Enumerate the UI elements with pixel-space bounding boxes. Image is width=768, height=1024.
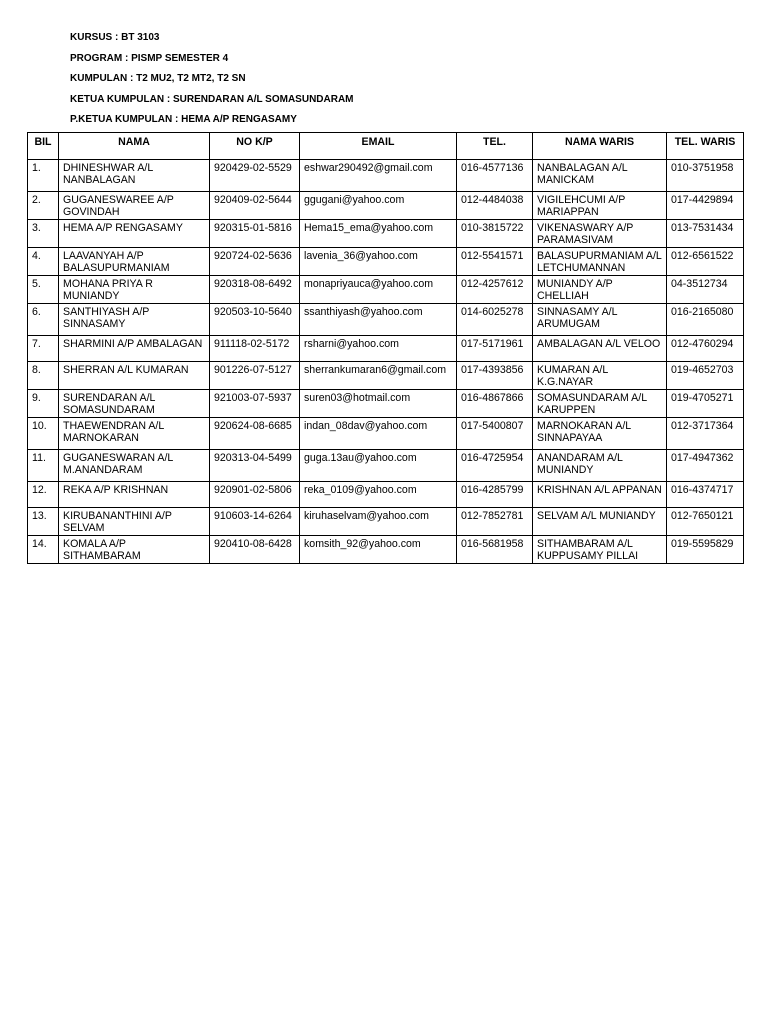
cell-email: komsith_92@yahoo.com [300,536,457,564]
column-header-email: EMAIL [300,133,457,160]
table-row [28,390,744,418]
cell-nama: MOHANA PRIYA R MUNIANDY [59,276,210,304]
cell-tel: 014-6025278 [457,304,533,336]
course-line: KURSUS : BT 3103 [70,32,160,43]
cell-email: Hema15_ema@yahoo.com [300,220,457,248]
cell-tel: 012-4257612 [457,276,533,304]
cell-email: monapriyauca@yahoo.com [300,276,457,304]
cell-tel: 012-5541571 [457,248,533,276]
table-row [28,482,744,508]
cell-nama-waris: VIKENASWARY A/P PARAMASIVAM [533,220,667,248]
cell-email: ssanthiyash@yahoo.com [300,304,457,336]
cell-nama: GUGANESWAREE A/P GOVINDAH [59,192,210,220]
cell-tel: 012-4484038 [457,192,533,220]
table-row [28,336,744,362]
cell-nama: LAAVANYAH A/P BALASUPURMANIAM [59,248,210,276]
cell-tel-waris: 017-4947362 [667,450,744,482]
cell-nama: KIRUBANANTHINI A/P SELVAM [59,508,210,536]
cell-nama: HEMA A/P RENGASAMY [59,220,210,248]
cell-no-kp: 920409-02-5644 [210,192,300,220]
cell-bil: 6. [28,304,59,336]
cell-no-kp: 920315-01-5816 [210,220,300,248]
cell-email: kiruhaselvam@yahoo.com [300,508,457,536]
cell-bil: 9. [28,390,59,418]
cell-nama-waris: SINNASAMY A/L ARUMUGAM [533,304,667,336]
cell-no-kp: 920624-08-6685 [210,418,300,450]
cell-tel: 016-5681958 [457,536,533,564]
cell-email: lavenia_36@yahoo.com [300,248,457,276]
cell-nama-waris: BALASUPURMANIAM A/L LETCHUMANNAN [533,248,667,276]
cell-bil: 10. [28,418,59,450]
cell-nama-waris: ANANDARAM A/L MUNIANDY [533,450,667,482]
table-row [28,362,744,390]
cell-email: reka_0109@yahoo.com [300,482,457,508]
cell-tel: 017-4393856 [457,362,533,390]
column-header-bil: BIL [28,133,59,160]
table-row [28,276,744,304]
cell-tel: 016-4867866 [457,390,533,418]
table-row [28,248,744,276]
column-header-tel: TEL. [457,133,533,160]
cell-no-kp: 920318-08-6492 [210,276,300,304]
cell-bil: 4. [28,248,59,276]
cell-no-kp: 920901-02-5806 [210,482,300,508]
cell-email: indan_08dav@yahoo.com [300,418,457,450]
cell-no-kp: 910603-14-6264 [210,508,300,536]
cell-bil: 7. [28,336,59,362]
cell-email: eshwar290492@gmail.com [300,160,457,192]
table-row [28,450,744,482]
cell-tel: 016-4725954 [457,450,533,482]
table-row [28,304,744,336]
cell-bil: 12. [28,482,59,508]
cell-tel: 016-4577136 [457,160,533,192]
cell-bil: 2. [28,192,59,220]
cell-bil: 11. [28,450,59,482]
table-row [28,418,744,450]
cell-tel-waris: 017-4429894 [667,192,744,220]
column-header-no-kp: NO K/P [210,133,300,160]
cell-bil: 14. [28,536,59,564]
table-row [28,536,744,564]
group-line: KUMPULAN : T2 MU2, T2 MT2, T2 SN [70,73,246,84]
cell-email: rsharni@yahoo.com [300,336,457,362]
cell-tel-waris: 016-4374717 [667,482,744,508]
cell-nama-waris: SOMASUNDARAM A/L KARUPPEN [533,390,667,418]
cell-tel-waris: 019-4652703 [667,362,744,390]
cell-tel-waris: 012-4760294 [667,336,744,362]
cell-email: sherrankumaran6@gmail.com [300,362,457,390]
cell-nama: SHARMINI A/P AMBALAGAN [59,336,210,362]
cell-email: ggugani@yahoo.com [300,192,457,220]
cell-nama: REKA A/P KRISHNAN [59,482,210,508]
cell-no-kp: 920429-02-5529 [210,160,300,192]
cell-nama-waris: KUMARAN A/L K.G.NAYAR [533,362,667,390]
assistant-leader-line: P.KETUA KUMPULAN : HEMA A/P RENGASAMY [70,114,297,125]
table-row [28,160,744,192]
cell-no-kp: 901226-07-5127 [210,362,300,390]
cell-nama: SANTHIYASH A/P SINNASAMY [59,304,210,336]
cell-nama: SHERRAN A/L KUMARAN [59,362,210,390]
student-roster-table [27,132,744,564]
cell-email: suren03@hotmail.com [300,390,457,418]
cell-nama-waris: MUNIANDY A/P CHELLIAH [533,276,667,304]
cell-no-kp: 920503-10-5640 [210,304,300,336]
cell-bil: 3. [28,220,59,248]
cell-nama-waris: AMBALAGAN A/L VELOO [533,336,667,362]
program-line: PROGRAM : PISMP SEMESTER 4 [70,52,229,64]
cell-bil: 5. [28,276,59,304]
cell-nama-waris: MARNOKARAN A/L SINNAPAYAA [533,418,667,450]
cell-tel: 010-3815722 [457,220,533,248]
table-row [28,192,744,220]
group-leader-line: KETUA KUMPULAN : SURENDARAN A/L SOMASUNDARAM [70,93,354,105]
cell-nama: DHINESHWAR A/L NANBALAGAN [59,160,210,192]
column-header-nama: NAMA [59,133,210,160]
cell-bil: 1. [28,160,59,192]
cell-nama-waris: KRISHNAN A/L APPANAN [533,482,667,508]
table-row [28,508,744,536]
cell-no-kp: 920724-02-5636 [210,248,300,276]
cell-email: guga.13au@yahoo.com [300,450,457,482]
cell-nama-waris: NANBALAGAN A/L MANICKAM [533,160,667,192]
cell-no-kp: 920410-08-6428 [210,536,300,564]
cell-tel-waris: 019-4705271 [667,390,744,418]
cell-no-kp: 921003-07-5937 [210,390,300,418]
cell-tel-waris: 013-7531434 [667,220,744,248]
cell-nama-waris: SELVAM A/L MUNIANDY [533,508,667,536]
cell-no-kp: 911118-02-5172 [210,336,300,362]
cell-tel: 012-7852781 [457,508,533,536]
cell-tel: 017-5171961 [457,336,533,362]
cell-nama: KOMALA A/P SITHAMBARAM [59,536,210,564]
column-header-nama-waris: NAMA WARIS [533,133,667,160]
cell-nama: SURENDARAN A/L SOMASUNDARAM [59,390,210,418]
cell-nama-waris: SITHAMBARAM A/L KUPPUSAMY PILLAI [533,536,667,564]
cell-tel-waris: 019-5595829 [667,536,744,564]
cell-bil: 8. [28,362,59,390]
cell-tel-waris: 012-3717364 [667,418,744,450]
cell-tel-waris: 04-3512734 [667,276,744,304]
table-row [28,220,744,248]
cell-bil: 13. [28,508,59,536]
cell-tel: 016-4285799 [457,482,533,508]
document-header [70,28,354,131]
cell-tel-waris: 016-2165080 [667,304,744,336]
cell-tel-waris: 012-7650121 [667,508,744,536]
table-header-row [28,133,744,160]
cell-tel: 017-5400807 [457,418,533,450]
cell-nama-waris: VIGILEHCUMI A/P MARIAPPAN [533,192,667,220]
cell-nama: THAEWENDRAN A/L MARNOKARAN [59,418,210,450]
cell-nama: GUGANESWARAN A/L M.ANANDARAM [59,450,210,482]
cell-no-kp: 920313-04-5499 [210,450,300,482]
column-header-tel-waris: TEL. WARIS [667,133,744,160]
cell-tel-waris: 010-3751958 [667,160,744,192]
cell-tel-waris: 012-6561522 [667,248,744,276]
